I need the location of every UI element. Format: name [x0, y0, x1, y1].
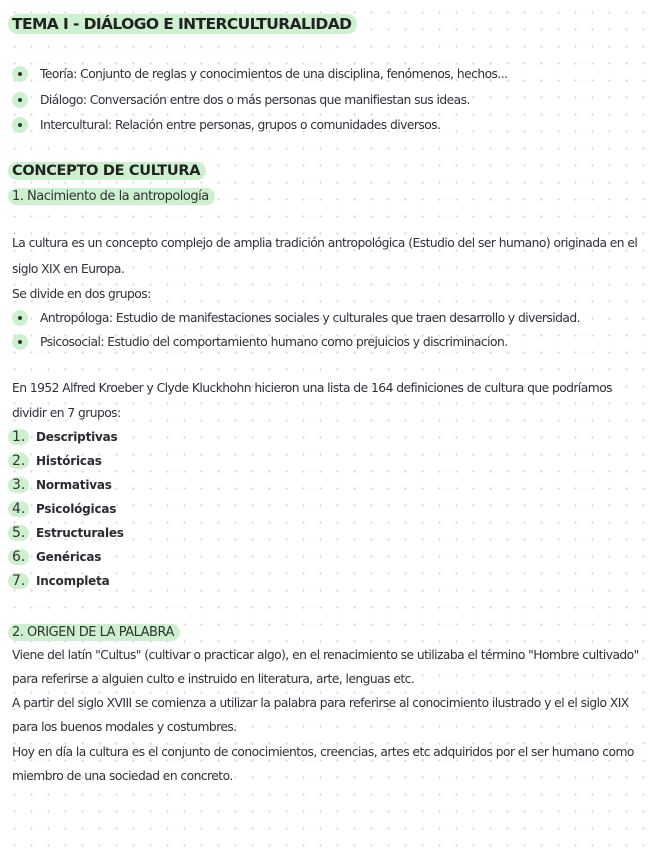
numbered-item [12, 525, 124, 541]
paragraph-line: La cultura es un concepto complejo de amplia tradición antropológica (Estudio del ser humano) originada en el [12, 236, 638, 250]
group-bullet-text: Psicosocial: Estudio del comportamiento humano como prejuicios y discriminacion. [40, 335, 508, 349]
item-label: Psicológicas [36, 502, 117, 516]
numbered-item [12, 501, 116, 517]
section-heading-origin-text: 2. ORIGEN DE LA PALABRA [8, 624, 180, 641]
paragraph-line: para referirse a alguien culto e instruido en literatura, arte, lenguas etc. [12, 672, 415, 686]
intro-bullet-text: Intercultural: Relación entre personas, grupos o comunidades diversos. [40, 118, 441, 132]
item-label: Normativas [36, 478, 112, 492]
intro-bullet-text: Diálogo: Conversación entre dos o más personas que manifiestan sus ideas. [40, 93, 470, 107]
intro-bullet [12, 66, 508, 82]
item-label: Incompleta [36, 574, 110, 588]
numbered-item [12, 429, 118, 445]
bullet-dot-icon [12, 310, 28, 326]
section-heading [12, 162, 206, 180]
paragraph-line: En 1952 Alfred Kroeber y Clyde Kluckhohn hicieron una lista de 164 definiciones de cultura que podríamos [12, 381, 613, 395]
paragraph-line: dividir en 7 grupos: [12, 406, 121, 420]
paragraph-line: Hoy en día la cultura es el conjunto de conocimientos, creencias, artes etc adquiridos por el ser humano como [12, 745, 634, 759]
paragraph-line: Se divide en dos grupos: [12, 287, 151, 301]
paragraph-line: siglo XIX en Europa. [12, 262, 125, 276]
section-heading-text: CONCEPTO DE CULTURA [8, 162, 206, 180]
item-label: Estructurales [36, 526, 124, 540]
intro-bullet [12, 117, 440, 133]
numbered-item [12, 453, 102, 469]
item-number: 7. [12, 573, 36, 589]
group-bullet-text: Antropóloga: Estudio de manifestaciones sociales y culturales que traen desarrollo y diversidad. [40, 311, 580, 325]
intro-bullet-text: Teoría: Conjunto de reglas y conocimientos de una disciplina, fenómenos, hechos... [40, 67, 508, 81]
group-bullet [12, 310, 580, 326]
bullet-dot-icon [12, 117, 28, 133]
item-label: Descriptivas [36, 430, 118, 444]
section-subheading [12, 188, 215, 205]
section-heading-origin [12, 624, 180, 641]
paragraph-line: A partir del siglo XVIII se comienza a utilizar la palabra para referirse al conocimiento ilustrado y el el siglo XIX [12, 696, 629, 710]
page-title [12, 14, 357, 34]
bullet-dot-icon [12, 66, 28, 82]
item-number: 1. [12, 429, 36, 445]
paragraph-line: Viene del latín "Cultus" (cultivar o practicar algo), en el renacimiento se utilizaba el término "Hombre cultivado" [12, 648, 639, 662]
item-number: 4. [12, 501, 36, 517]
section-subheading-text: 1. Nacimiento de la antropología [8, 188, 215, 205]
item-number: 6. [12, 549, 36, 565]
item-number: 3. [12, 477, 36, 493]
paragraph-line: para los buenos modales y costumbres. [12, 720, 237, 734]
numbered-item [12, 477, 112, 493]
bullet-dot-icon [12, 92, 28, 108]
item-number: 2. [12, 453, 36, 469]
paragraph-line: miembro de una sociedad en concreto. [12, 769, 233, 783]
intro-bullet [12, 92, 470, 108]
item-number: 5. [12, 525, 36, 541]
item-label: Históricas [36, 454, 102, 468]
numbered-item [12, 549, 101, 565]
group-bullet [12, 334, 508, 350]
page-title-text: TEMA I - DIÁLOGO E INTERCULTURALIDAD [8, 14, 357, 34]
bullet-dot-icon [12, 334, 28, 350]
numbered-item [12, 573, 110, 589]
item-label: Genéricas [36, 550, 102, 564]
